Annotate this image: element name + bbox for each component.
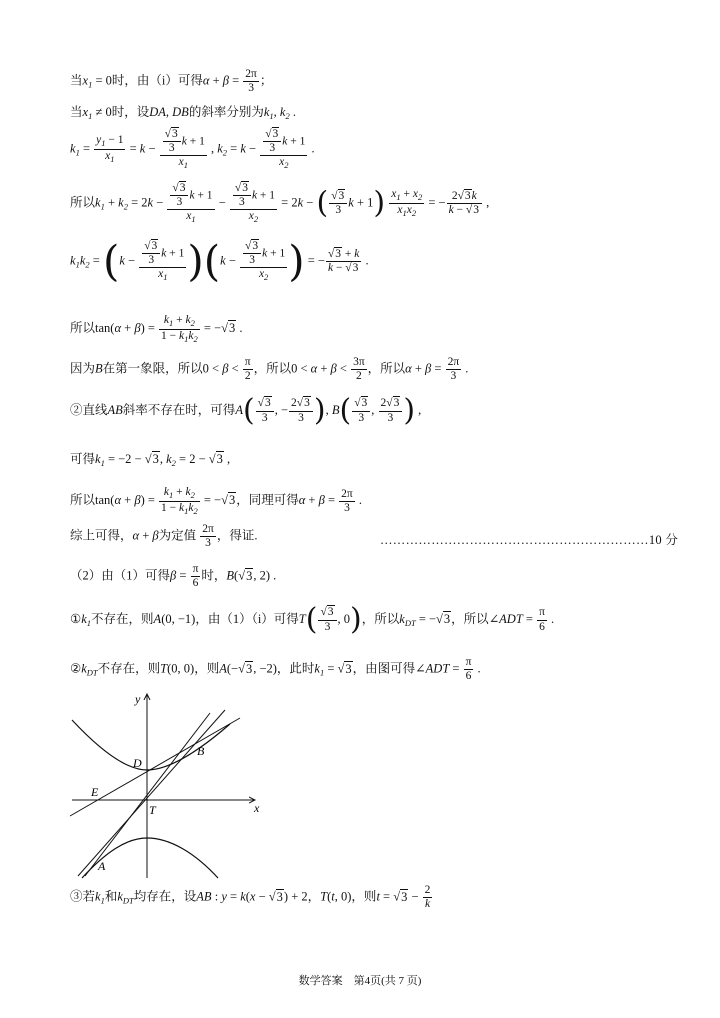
label-t: T <box>149 803 156 817</box>
line-ab <box>78 710 225 876</box>
tangent-line-d <box>70 718 240 816</box>
label-d: D <box>133 756 142 770</box>
line-tan-sum: 所以tan(α + β) = $\frac{k_1 + k_2}{1 - k_1k_2}$ = −√3 . <box>70 314 243 344</box>
score-dots: ………………………………………………………10 分 <box>380 533 679 547</box>
hyperbola-figure <box>60 688 270 883</box>
x-axis-label: x <box>254 801 260 815</box>
line-conclusion: 综上可得，α + β为定值 $\frac{2\pi}{3}$ ，得证. <box>70 523 258 550</box>
line-k1-times-k2: $k_1k_2 = (k$ − $\frac{√3}{3}$ k + 1 $x_1$ )(k − $\frac{√3}{3}$ k + 1 $x_2$ ) = − $\frac{√3 + k}{k - √3}$ . <box>70 236 369 286</box>
line-ab-vertical: ②直线AB斜率不存在时，可得A( $\frac{√3}{3}$ , − $\frac{2√3}{3}$ ), B( $\frac{√3}{3}$ , $\frac{2√3}{3}$ ) , <box>70 393 422 428</box>
line-part2: （2）由（1）可得β = $\frac{\pi}{6}$ 时，B(√3, 2) . <box>70 563 277 590</box>
y-axis-label: y <box>135 692 141 706</box>
line-case-kdt-undefined: $②k_{DT}$不存在，则T(0, 0)，则A(−√3, −2)，此时$k_1 = √3$，由图可得∠ADT = $\frac{\pi}{6}$ . <box>70 656 481 683</box>
line-tan-again: 所以tan(α + β) = $\frac{k_1 + k_2}{1 - k_1k_2}$ = −√3，同理可得α + β = $\frac{2\pi}{3}$ . <box>70 486 362 516</box>
line-case-both-exist: ③若$k_1$和$k_{DT}$均存在，设AB : y = k(x − √3) + 2，T(t, 0)，则t = √3 − $\frac{2}{k}$ <box>70 884 431 911</box>
line-case-x1-zero: 当$x_1 = 0$时，由（i）可得α + β = $\frac{2\pi}{3}$ ； <box>70 68 273 95</box>
line-case-k1-undefined: $①k_1$不存在，则A(0, −1)，由（1）（i）可得T( $\frac{√3}{3}$ , 0)，所以$k_{DT} = -√3$，所以∠ADT = $\frac{\pi}{6}$ . <box>70 602 555 637</box>
label-a: A <box>98 859 106 873</box>
line-k1-plus-k2: 所以$k_1 + k_2 = 2k$ − $\frac{√3}{3}$ k + 1 $x_1$ − $\frac{√3}{3}$ k + 1 $x_2$ = 2k − ( $\frac{√3}{3}$ k + 1) $\frac{x_1 + x_2}{x_1x_2}$ = − $\frac{2√3k}{k - √3}$ , <box>70 182 490 225</box>
line-k1-k2-def: $k_1$ = $\frac{y_1 - 1}{x_1}$ = k − $\frac{√3}{3}$ k + 1 $x_1$ , $k_2 = k$ − $\frac{√3}{3}$ k + 1 $x_2$ . <box>70 128 315 171</box>
line-k-values: 可得$k_1 = -2 - √3$, $k_2 = 2 - √3$ , <box>70 452 231 468</box>
hyperbola-upper-branch <box>72 720 230 770</box>
line-case-x1-nonzero: 当$x_1 \ne 0$时，设DA, DB的斜率分别为$k_1$, $k_2$ . <box>70 105 296 121</box>
line-b-first-quadrant: 因为B在第一象限，所以0 < β < $\frac{\pi}{2}$ ，所以0 < α + β < $\frac{3\pi}{2}$ ，所以α + β = $\frac{2\pi}{3}$ . <box>70 356 469 383</box>
frac-2pi-3: $\frac{2\pi}{3}$ <box>245 68 257 95</box>
label-b: B <box>197 744 205 758</box>
page-footer: 数学答案 第4页(共 7 页) <box>298 975 422 987</box>
label-e: E <box>91 785 99 799</box>
